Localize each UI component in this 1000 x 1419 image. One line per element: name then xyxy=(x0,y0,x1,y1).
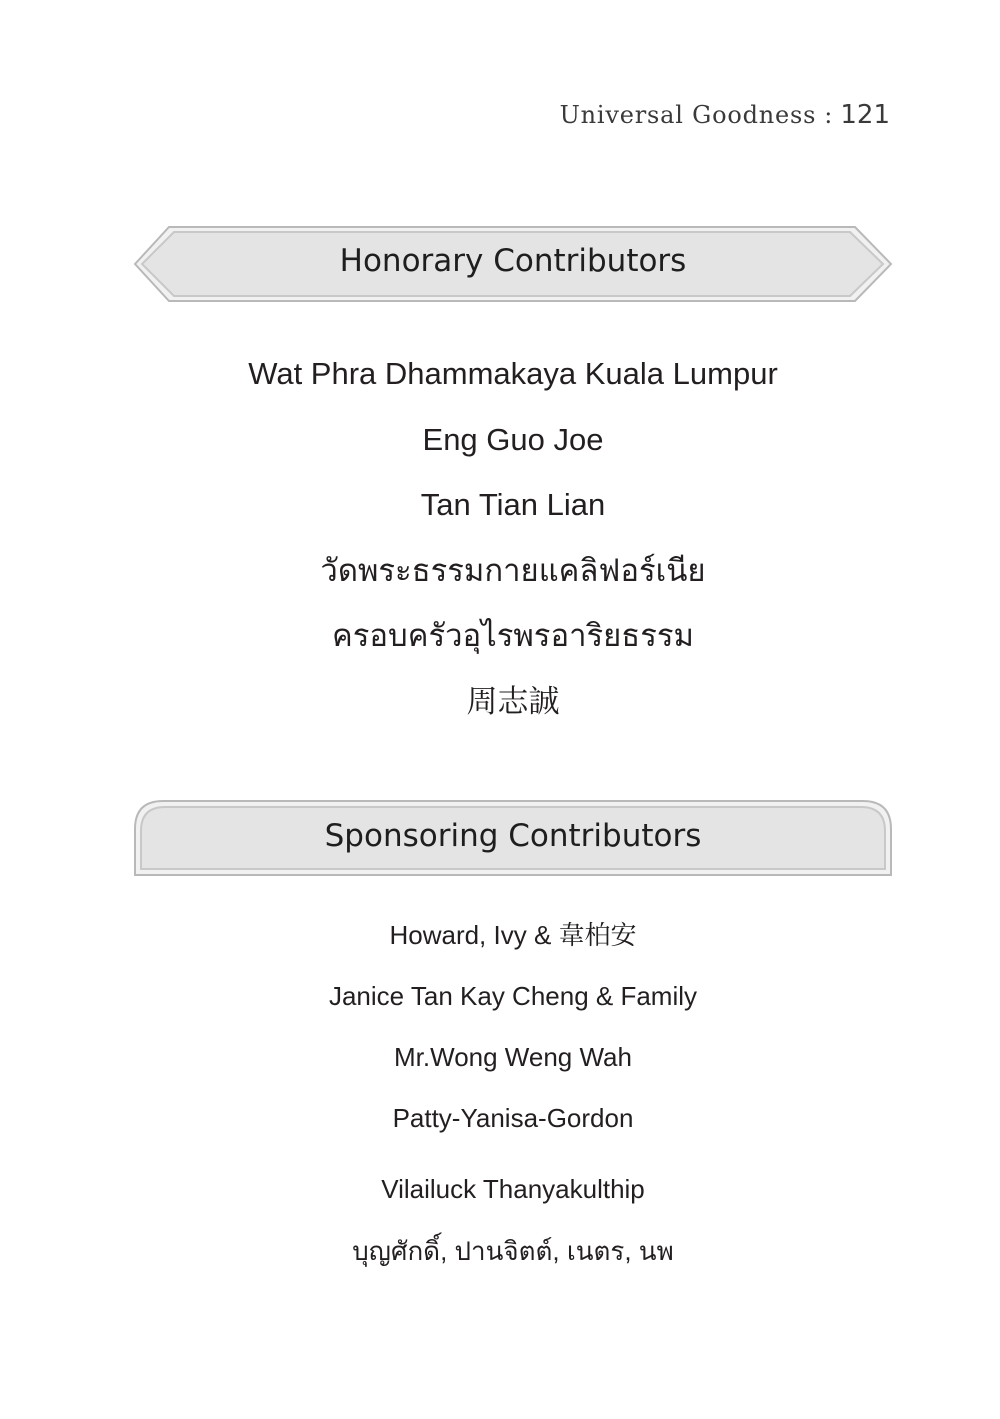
page-number: 121 xyxy=(840,100,890,130)
honorary-contributors-banner xyxy=(133,225,893,303)
sponsoring-contributors-banner xyxy=(133,799,893,877)
running-header xyxy=(560,100,890,130)
list-item: 周志誠 xyxy=(466,683,560,719)
list-item: Tan Tian Lian xyxy=(420,487,606,522)
header-separator: : xyxy=(824,101,833,129)
honorary-contributors-list xyxy=(0,350,1000,743)
sponsoring-contributors-heading: Sponsoring Contributors xyxy=(324,818,702,854)
list-item: Wat Phra Dhammakaya Kuala Lumpur xyxy=(248,356,778,391)
list-item: Howard, Ivy & 韋柏安 xyxy=(389,920,637,950)
honorary-contributors-heading: Honorary Contributors xyxy=(339,243,687,279)
list-item: Vilailuck Thanyakulthip xyxy=(381,1174,645,1204)
list-item: Eng Guo Joe xyxy=(422,421,604,457)
running-title: Universal Goodness xyxy=(559,101,817,129)
list-item: Patty-Yanisa-Gordon xyxy=(392,1103,634,1133)
sponsoring-contributors-list xyxy=(0,915,1000,1292)
list-item: Janice Tan Kay Cheng & Family xyxy=(328,981,698,1011)
list-item: Mr.Wong Weng Wah xyxy=(394,1042,632,1072)
list-item: วัดพระธรรมกายแคลิฟอร์เนีย xyxy=(320,552,706,588)
list-item: บุญศักดิ์, ปานจิตต์, เนตร, นพ xyxy=(352,1236,674,1266)
list-item: ครอบครัวอุไรพรอาริยธรรม xyxy=(332,618,694,653)
